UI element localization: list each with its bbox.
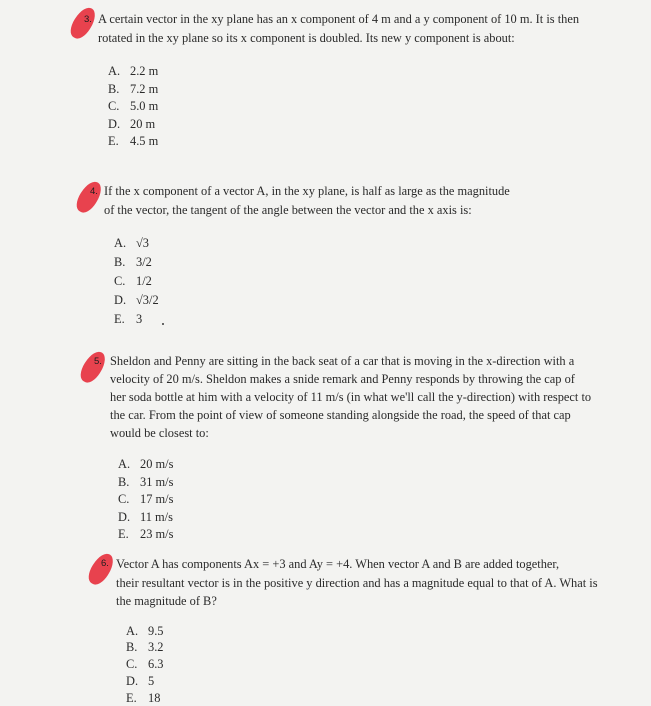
option-letter: A. (108, 63, 130, 81)
options-list (108, 63, 579, 151)
option (126, 673, 598, 690)
question-text-line: their resultant vector is in the positive y direction and has a magnitude equal to that of A. What is (116, 574, 598, 593)
option (118, 474, 591, 492)
option-value: √3/2 (136, 291, 159, 310)
question-text (104, 182, 510, 220)
option-value: 3 (136, 310, 142, 329)
question-text-line: the car. From the point of view of someone standing alongside the road, the speed of that cap (110, 406, 591, 424)
option-letter: C. (118, 491, 140, 509)
option-letter: B. (114, 253, 136, 272)
option-letter: E. (114, 310, 136, 329)
option-letter: A. (126, 623, 148, 640)
option-value: 2.2 m (130, 63, 158, 81)
option-letter: E. (108, 133, 130, 151)
question-marker (72, 178, 105, 216)
question-number: 6. (101, 558, 109, 569)
option (108, 98, 579, 116)
option (114, 291, 510, 310)
option-value: 3.2 (148, 639, 164, 656)
question-marker (66, 4, 99, 42)
option-letter: E. (126, 690, 148, 706)
option-value: 7.2 m (130, 81, 158, 99)
question-text-line: rotated in the xy plane so its x component is doubled. Its new y component is about: (98, 29, 579, 48)
option-letter: B. (118, 474, 140, 492)
option-letter: B. (126, 639, 148, 656)
question-text-line: Vector A has components Ax = +3 and Ay = +4. When vector A and B are added together, (116, 555, 598, 574)
question-text-line: would be closest to: (110, 424, 591, 442)
option (126, 623, 598, 640)
option-letter: D. (114, 291, 136, 310)
option-value: 11 m/s (140, 509, 173, 527)
option-value: 18 (148, 690, 160, 706)
option-value: 9.5 (148, 623, 164, 640)
option-letter: E. (118, 526, 140, 544)
question-3 (98, 10, 579, 151)
question-text (98, 10, 579, 48)
option (118, 509, 591, 527)
option (114, 272, 510, 291)
option (108, 63, 579, 81)
option-value: 6.3 (148, 656, 164, 673)
question-marker (84, 550, 117, 588)
question-number: 5. (94, 356, 102, 367)
options-list (114, 234, 510, 329)
option (118, 456, 591, 474)
option-letter: D. (108, 116, 130, 134)
question-text-line: her soda bottle at him with a velocity of 11 m/s (in what we'll call the y-direction) with respect to (110, 388, 591, 406)
question-4 (104, 182, 510, 329)
question-text-line: the magnitude of B? (116, 592, 598, 611)
option-letter: B. (108, 81, 130, 99)
option (108, 81, 579, 99)
option (108, 133, 579, 151)
option-letter: A. (118, 456, 140, 474)
option-letter: C. (108, 98, 130, 116)
question-text (110, 352, 591, 442)
option-value: 5 (148, 673, 154, 690)
option-value: 5.0 m (130, 98, 158, 116)
question-5 (110, 352, 591, 544)
question-number: 4. (90, 186, 98, 197)
option-value: 1/2 (136, 272, 152, 291)
option-value: √3 (136, 234, 149, 253)
question-marker (76, 348, 109, 386)
option (118, 491, 591, 509)
option (114, 253, 510, 272)
option-value: 31 m/s (140, 474, 173, 492)
option-value: 17 m/s (140, 491, 173, 509)
option (126, 639, 598, 656)
option-value: 4.5 m (130, 133, 158, 151)
option-letter: C. (114, 272, 136, 291)
option-letter: A. (114, 234, 136, 253)
question-text-line: A certain vector in the xy plane has an x component of 4 m and a y component of 10 m. It is then (98, 10, 579, 29)
options-list (126, 623, 598, 706)
option (108, 116, 579, 134)
option-value: 3/2 (136, 253, 152, 272)
option (126, 656, 598, 673)
option (114, 310, 510, 329)
option-value: 23 m/s (140, 526, 173, 544)
option-letter: D. (126, 673, 148, 690)
options-list (118, 456, 591, 544)
question-text-line: Sheldon and Penny are sitting in the back seat of a car that is moving in the x-direction with a (110, 352, 591, 370)
question-text-line: velocity of 20 m/s. Sheldon makes a snide remark and Penny responds by throwing the cap of (110, 370, 591, 388)
question-text-line: of the vector, the tangent of the angle between the vector and the x axis is: (104, 201, 510, 220)
question-text (116, 555, 598, 611)
question-number: 3. (84, 14, 92, 25)
question-6 (116, 555, 598, 706)
question-text-line: If the x component of a vector A, in the xy plane, is half as large as the magnitude (104, 182, 510, 201)
option-letter: C. (126, 656, 148, 673)
option-letter: D. (118, 509, 140, 527)
option (118, 526, 591, 544)
option-value: 20 m/s (140, 456, 173, 474)
option (114, 234, 510, 253)
option (126, 690, 598, 706)
option-value: 20 m (130, 116, 155, 134)
stray-dot (162, 323, 164, 325)
